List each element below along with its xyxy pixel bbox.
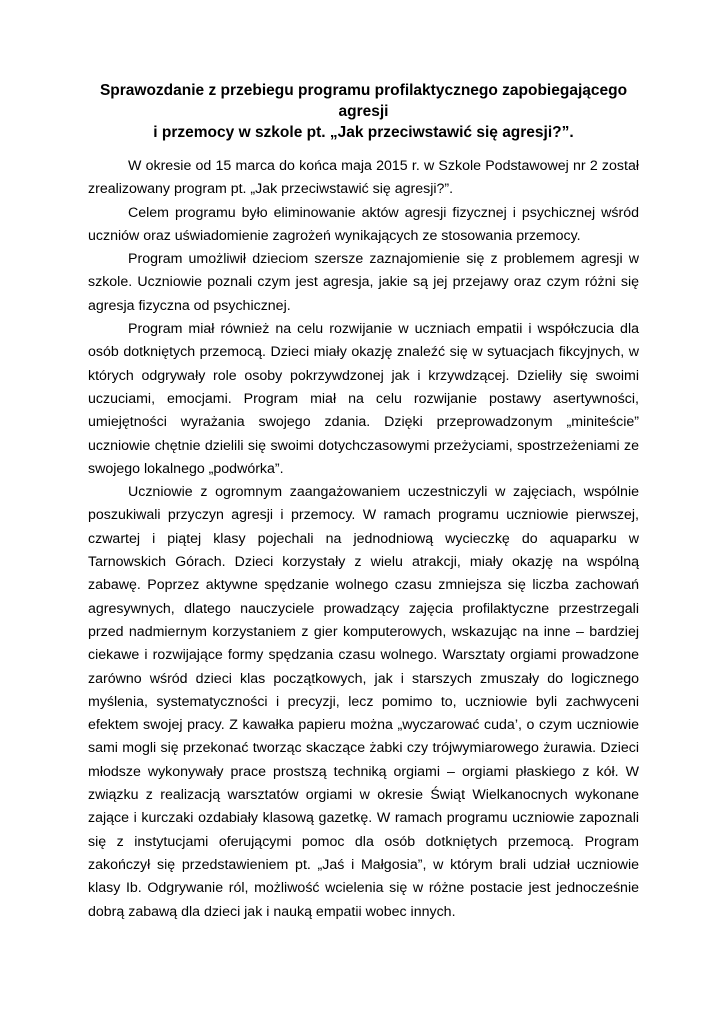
paragraph-1: W okresie od 15 marca do końca maja 2015 r. w Szkole Podstawowej nr 2 został zrealizowany program pt. „Jak przeciwstawić się agresji?”. [88, 158, 639, 198]
paragraph-4: Program miał również na celu rozwijanie w uczniach empatii i współczucia dla osób dotkniętych przemocą. Dzieci miały okazję znaleźć się w sytuacjach fikcyjnych, w których odgrywały role osoby pokrzywdzonej jak i krzywdzącej. Dzieliły się swoimi uczuciami, emocjami. Program miał na celu rozwijanie postawy asertywności, umiejętności wyrażania swojego zdania. Dzięki przeprowadzonym „minitеście” uczniowie chętnie dzielili się swoimi dotychczasowymi przeżyciami, spostrzeżeniami ze swojego lokalnego „podwórka”. [88, 321, 639, 477]
paragraph-3: Program umożliwił dzieciom szersze zaznajomienie się z problemem agresji w szkole. Uczniowie poznali czym jest agresja, jakie są jej przejawy oraz czym różni się agresja fizyczna od psychicznej. [88, 251, 639, 314]
paragraph-5: Uczniowie z ogromnym zaangażowaniem uczestniczyli w zajęciach, wspólnie poszukiwali przyczyn agresji i przemocy. W ramach programu uczniowie pierwszej, czwartej i piątej klasy pojechali na jednodniową wycieczkę do aquaparku w Tarnowskich Górach. Dzieci korzystały z wielu atrakcji, miały okazję na wspólną zabawę. Poprzez aktywne spędzanie wolnego czasu zmniejsza się liczba zachowań agresywnych, dlatego nauczyciele prowadzący zajęcia profilaktyczne przestrzegali przed nadmiernym korzystaniem z gier komputerowych, wskazując na inne – bardziej ciekawe i rozwijające formy spędzania czasu wolnego. Warsztaty orgiami prowadzone zarówno wśród dzieci klas początkowych, jak i starszych zmuszały do logicznego myślenia, systematyczności i precyzji, lecz pomimo to, uczniowie byli zachwyceni efektem swojej pracy. Z kawałka papieru można „wyczarować cuda’, o czym uczniowie sami mogli się przekonać tworząc skaczące żabki czy trójwymiarowego żurawia. Dzieci młodsze wykonywały prace prostszą techniką orgiami – orgiami płaskiego z kół. W związku z realizacją warsztatów orgiami w okresie Świąt Wielkanocnych wykonane zające i kurczaki ozdabiały klasową gazetkę. W ramach programu uczniowie zapoznali się z instytucjami oferującymi pomoc dla osób dotkniętych przemocą. Program zakończył się przedstawieniem pt. „Jaś i Małgosia”, w którym brali udział uczniowie klasy Ib. Odgrywanie ról, możliwość wcielenia się w różne postacie jest jednocześnie dobrą zabawą dla dzieci jak i nauką empatii wobec innych. [88, 484, 639, 920]
document-title-line-1: Sprawozdanie z przebiegu programu profilaktycznego zapobiegającego agresji [99, 82, 628, 120]
document-title-line-2: i przemocy w szkole pt. „Jak przeciwstawić się agresji?”. [153, 124, 574, 141]
document-title [88, 80, 639, 143]
paragraph-2: Celem programu było eliminowanie aktów agresji fizycznej i psychicznej wśród uczniów oraz uświadomienie zagrożeń wynikających ze stosowania przemocy. [88, 204, 639, 244]
document-page [88, 80, 639, 924]
